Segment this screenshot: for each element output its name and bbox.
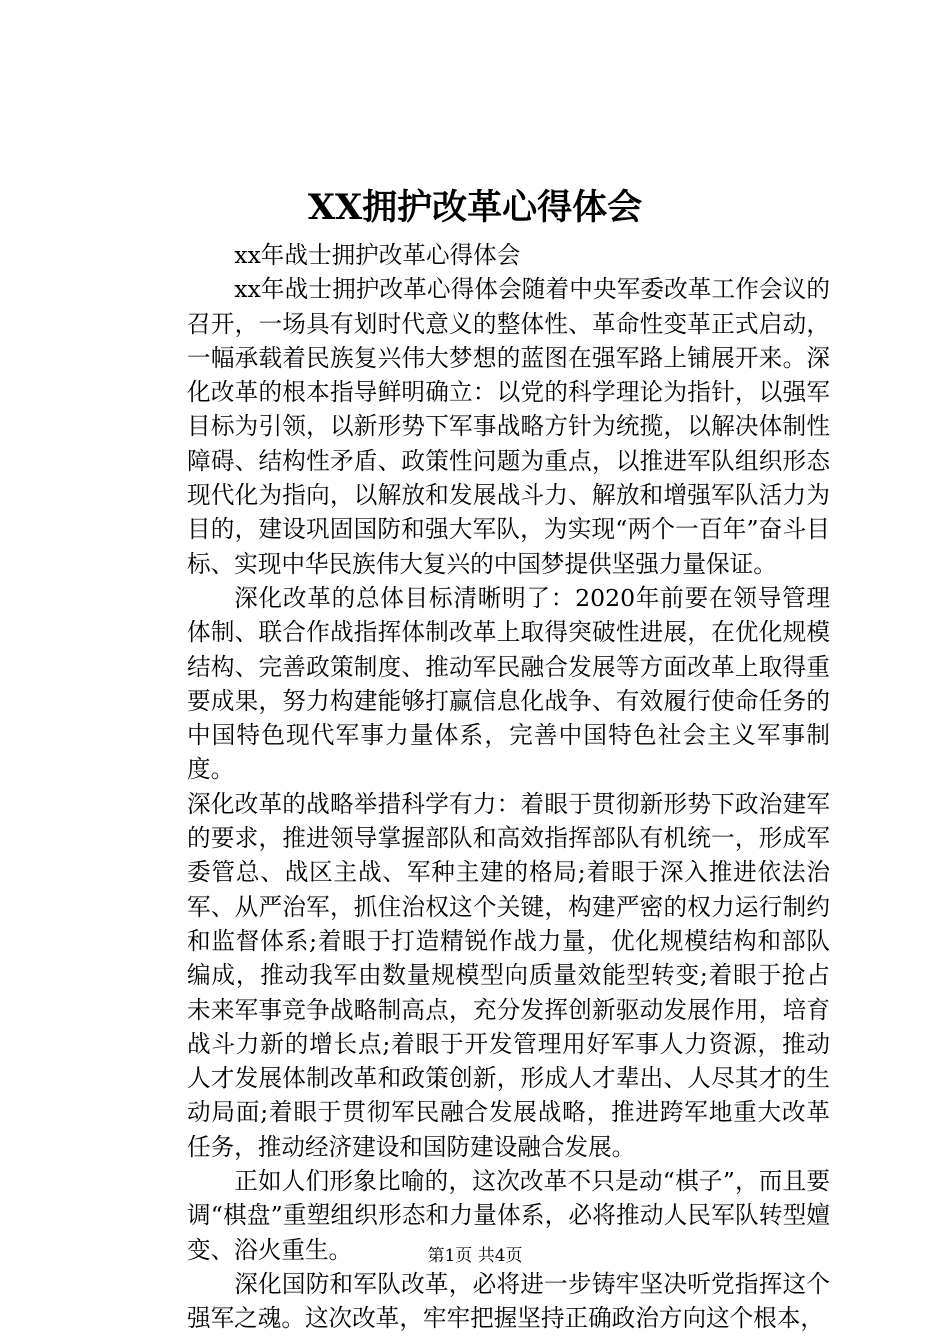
document-title: XX拥护改革心得体会	[307, 187, 643, 228]
paragraph: xx年战士拥护改革心得体会随着中央军委改革工作会议的召开，一场具有划时代意义的整体性、革命性变革正式启动，一幅承载着民族复兴伟大梦想的蓝图在强军路上铺展开来。深化改革的根本指导鲜明确立：以党的科学理论为指针，以强军目标为引领，以新形势下军事战略方针为统揽，以解决体制性障碍、结构性矛盾、政策性问题为重点，以推进军队组织形态现代化为指向，以解放和发展战斗力、解放和增强军队活力为目的，建设巩固国防和强大军队，为实现“两个一百年”奋斗目标、实现中华民族伟大复兴的中国梦提供坚强力量保证。	[187, 275, 830, 578]
document-body	[187, 238, 830, 1336]
paragraph-subtitle: xx年战士拥护改革心得体会	[234, 241, 521, 269]
paragraph: 深化改革的战略举措科学有力：着眼于贯彻新形势下政治建军的要求，推进领导掌握部队和高效指挥部队有机统一，形成军委管总、战区主战、军种主建的格局;着眼于深入推进依法治军、从严治军，抓住治权这个关键，构建严密的权力运行制约和监督体系;着眼于打造精锐作战力量，优化规模结构和部队编成，推动我军由数量规模型向质量效能型转变;着眼于抢占未来军事竞争战略制高点，充分发挥创新驱动发展作用，培育战斗力新的增长点;着眼于开发管理用好军事人力资源，推动人才发展体制改革和政策创新，形成人才辈出、人尽其才的生动局面;着眼于贯彻军民融合发展战略，推进跨军地重大改革任务，推动经济建设和国防建设融合发展。	[187, 789, 830, 1161]
paragraph: 正如人们形象比喻的，这次改革不只是动“棋子”，而且要调“棋盘”重塑组织形态和力量体系，必将推动人民军队转型嬗变、浴火重生。	[187, 1167, 830, 1264]
page-footer: 第1页 共4页	[427, 1246, 523, 1266]
paragraph: 深化改革的总体目标清晰明了：2020年前要在领导管理体制、联合作战指挥体制改革上取得突破性进展，在优化规模结构、完善政策制度、推动军民融合发展等方面改革上取得重要成果，努力构建能够打赢信息化战争、有效履行使命任务的中国特色现代军事力量体系，完善中国特色社会主义军事制度。	[187, 583, 830, 784]
paragraph: 深化国防和军队改革，必将进一步铸牢坚决听党指挥这个强军之魂。这次改革，牢牢把握坚持正确政治方向这个根本，	[187, 1269, 830, 1333]
